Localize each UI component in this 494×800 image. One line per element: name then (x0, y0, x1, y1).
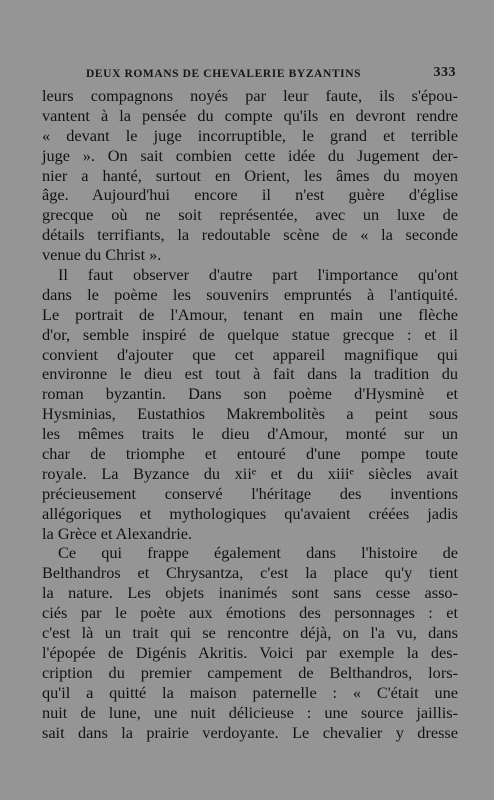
text-line: Belthandros et Chrysantza, c'est la place qu'y tient (42, 563, 458, 583)
text-line: venue du Christ ». (42, 245, 162, 265)
text-line: la Grèce et Alexandrie. (42, 523, 193, 543)
text-line: grecque où ne soit représentée, avec un luxe de (42, 205, 458, 225)
text-line: Il faut observer d'autre part l'importance qu'ont (58, 265, 458, 285)
text-line: d'or, semble inspiré de quelque statue grecque : et il (42, 324, 458, 344)
text-line: la nature. Les objets inanimés sont sans cesse asso- (42, 583, 458, 603)
text-line: environne le dieu est tout à fait dans la tradition du (42, 364, 458, 384)
text-line: Le portrait de l'Amour, tenant en main une flèche (42, 304, 458, 324)
text-line: les mêmes traits le dieu d'Amour, monté sur un (42, 424, 458, 444)
text-line: juge ». On sait combien cette idée du Jugement der- (42, 145, 458, 165)
text-line: roman byzantin. Dans son poème d'Hysminè et (42, 384, 458, 404)
page-number: 333 (433, 65, 456, 80)
text-line: leurs compagnons noyés par leur faute, ils s'épou- (42, 86, 458, 105)
text-line: c'est là un trait qui se rencontre déjà, on l'a vu, dans (42, 623, 458, 643)
text-line: royale. La Byzance du xiiᵉ et du xiiiᵉ siècles avait (42, 463, 458, 483)
text-line: Hysminias, Eustathios Makrembolitès a peint sous (42, 404, 458, 424)
text-line: détails terrifiants, la redoutable scène de « la seconde (42, 225, 458, 245)
text-line: qu'il a quitté la maison paternelle : « C'était une (42, 682, 458, 702)
text-line: âge. Aujourd'hui encore il n'est guère d'église (42, 185, 458, 205)
text-line: ciés par le poète aux émotions des personnages : et (42, 603, 458, 623)
text-line: l'épopée de Digénis Akritis. Voici par exemple la des- (42, 642, 458, 662)
text-line: dans le poème les souvenirs empruntés à l'antiquité. (42, 284, 458, 304)
text-line: précieusement conservé l'héritage des inventions (42, 483, 458, 503)
text-line: Ce qui frappe également dans l'histoire de (58, 543, 458, 563)
text-line: allégoriques et mythologiques qu'avaient créées jadis (42, 503, 458, 523)
text-line: sait dans la prairie verdoyante. Le chevalier y dresse (42, 722, 458, 742)
text-line: nier a hanté, surtout en Orient, les âmes du moyen (42, 165, 458, 185)
paragraph-3 (42, 543, 458, 742)
text-line: « devant le juge incorruptible, le grand et terrible (42, 125, 458, 145)
paragraph-2 (42, 265, 458, 543)
running-head (42, 64, 456, 84)
text-line: nuit de lune, une nuit délicieuse : une source jaillis- (42, 702, 458, 722)
text-line: cription du premier campement de Belthandros, lors- (42, 662, 458, 682)
paragraph-1 (42, 86, 458, 265)
text-line: convient d'ajouter que cet appareil magnifique qui (42, 344, 458, 364)
text-line: vantent à la pensée du compte qu'ils en devront rendre (42, 105, 458, 125)
text-line: char de triomphe et entouré d'une pompe toute (42, 444, 458, 464)
body-text (42, 86, 458, 742)
running-title: DEUX ROMANS DE CHEVALERIE BYZANTINS (86, 68, 362, 80)
